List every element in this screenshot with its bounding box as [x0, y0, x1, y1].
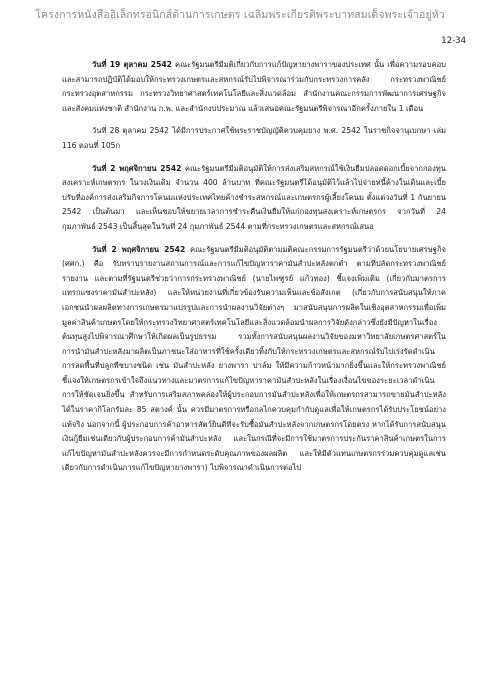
paragraph-date: วันที่ 2 พฤศจิกายน 2542	[92, 163, 182, 173]
paragraph-text: คณะรัฐมนตรีมีมติอนุมัติตามมติคณะกรรมการรัฐมนตรีว่าด้วยนโยบายเศรษฐกิจ (ศศก.) คือ รับทราบรายงานสถานการณ์และการแก้ไขปัญหาราคามันสำปะหลังตกต่ำ ตามที่ปลัดกระทรวงพาณิชย์รายงาน และตามที่รัฐมนตรีช่วยว่าการกระทรวงพาณิชย์ (นายไพฑูรย์ แก้วทอง) ชี้แจงเพิ่มเติม (เกี่ยวกับมาตรการแทรกแซงราคามันสำปะหลัง) และให้หน่วยงานที่เกี่ยวข้องรับความเห็นและข้อสังเกต (เกี่ยวกับการสนับสนุนให้ภาคเอกชนนำผลผลิตทางการเกษตรมาแปรรูปและการนำผลงานวิจัยต่างๆ มาสนับสนุนการผลิตในเชิงอุตสาหกรรมเพื่อเพิ่มมูลค่าสินค้าเกษตรโดยให้กระทรวงวิทยาศาสตร์เทคโนโลยีและสิ่งแวดล้อมนำผลการวิจัยดังกล่าวซึ่งยังมีปัญหาในเรื่องต้นทุนสูงไปพิจารณาศึกษาให้เกิดผลเป็นรูปธรรม รวมทั้งการสนับสนุนผลงานวิจัยของมหาวิทยาลัยเกษตรศาสตร์ในการนำมันสำปะหลังมาผลิตเป็นภาชนะใส่อาหารที่ใช้ครั้งเดียวทิ้งกับให้กระทรวงเกษตรและสหกรณ์รับไปเร่งรัดดำเนินการลดพื้นที่ปลูกพืชบางชนิด เช่น มันสำปะหลัง ยางพารา ปาล์ม ให้มีความก้าวหน้ามากยิ่งขึ้นและให้กระทรวงพาณิชย์ชี้แจงให้เกษตรกรเข้าใจถึงแนวทางและมาตรการแก้ไขปัญหาราคามันสำปะหลังในเรื่องเงื่อนไขของระยะเวลาดำเนินการให้ชัดเจนยิ่งขึ้น สำหรับการเสริมสภาพคล่องให้ผู้ประกอบการมันสำปะหลังเพื่อให้เกษตรกรสามารถขายมันสำปะหลังได้ในราคากิโลกรัมละ 85 สตางค์ นั้น ควรมีมาตรการหรือกลไกควบคุมกำกับดูแลเพื่อให้เกษตรกรได้รับประโยชน์อย่างแท้จริง นอกจากนี้ ผู้ประกอบการค้าอาหารสัตว์ยินดีที่จะรับซื้อมันสำปะหลังจากเกษตรกรโดยตรง หากได้รับการสนับสนุนเงินกู้ยืมเช่นเดียวกับผู้ประกอบการค้ามันสำปะหลัง และในกรณีที่จะมีการใช้มาตรการประกันราคาสินค้าเกษตรในการแก้ไขปัญหามันสำปะหลังควรจะมีการกำหนดระดับคุณภาพของผลผลิต และให้มีตัวแทนเกษตรกรร่วมควบคุมดูแลเช่นเดียวกับการดำเนินการแก้ไขปัญหายางพารา) ไปพิจารณาดำเนินการต่อไป	[62, 244, 447, 473]
paragraph-2-nov-1999-dairy	[62, 162, 446, 235]
paragraph-date: วันที่ 2 พฤศจิกายน 2542	[92, 244, 186, 254]
paragraph-text: วันที่ 28 ตุลาคม 2542 ได้มีการประกาศใช้พระราชบัญญัติควบคุมยาง พ.ศ. 2542 ในราชกิจจานุเบกษา เล่ม 116 ตอนที่ 105ก	[62, 126, 446, 150]
page-number: 12-34	[441, 36, 466, 46]
paragraph-19-oct-1999	[62, 58, 446, 116]
paragraph-28-oct-1999	[62, 124, 446, 153]
paragraph-2-nov-1999-cassava	[62, 243, 446, 477]
paragraph-date: วันที่ 19 ตุลาคม 2542	[92, 60, 172, 69]
paragraph-text: คณะรัฐมนตรีมีมติเกี่ยวกับการแก้ปัญหายางพาราของประเทศ นั้น เพื่อความรอบคอบและสามารถปฏิบัติได้มอบให้กระทรวงเกษตรและสหกรณ์รับไปพิจารณาร่วมกับกระทรวงการคลัง กระทรวงพาณิชย์ กระทรวงอุตสาหกรรม กระทรวงวิทยาศาสตร์เทคโนโลยีและสิ่งแวดล้อม สำนักงานคณะกรรมการพัฒนาการเศรษฐกิจและสังคมแห่งชาติ สำนักงาน ก.พ. และสำนักงบประมาณ แล้วเสนอคณะรัฐมนตรีพิจารณาอีกครั้งภายใน 1 เดือน	[62, 60, 446, 113]
running-header: โครงการหนังสืออิเล็กทรอนิกส์ด้านการเกษตร เฉลิมพระเกียรติพระบาทสมเด็จพระเจ้าอยู่หัว	[35, 9, 445, 21]
document-body	[62, 58, 446, 482]
paragraph-text: คณะรัฐมนตรีมีมติอนุมัติให้การส่งเสริมสหกรณ์ใช้เงินยืมปลอดดอกเบี้ยจากกองทุนสงเคราะห์เกษตรกร ในวงเงินเดิม จำนวน 400 ล้านบาท ที่คณะรัฐมนตรีได้อนุมัติไว้แล้วไปจ่ายหนี้ค้างในเดินและเบี้ยปรับที่องค์การส่งเสริมกิจการโคนมแห่งประเทศไทยค้างชำระสหกรณ์และเกษตรกรผู้เลี้ยงโคนม ตั้งแต่วงวันที่ 1 กันยายน 2542 เป็นต้นมา และเห็นชอบให้ขยายเวลาการชำระคืนเงินยืมให้แก่กองทุนสงเคราะห์เกษตรกร จากวันที่ 24 กุมภาพันธ์ 2543 เป็นสิ้นสุดในวันที่ 24 กุมภาพันธ์ 2544 ตามที่กระทรวงเกษตรและสหกรณ์เสนอ	[62, 163, 447, 231]
